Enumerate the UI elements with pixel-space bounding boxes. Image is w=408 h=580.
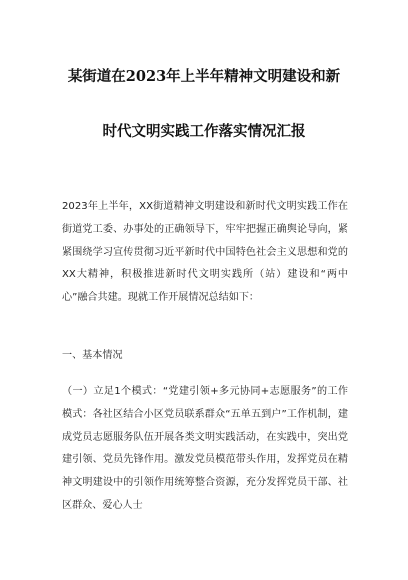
- document-title-line-1: 某街道在2023年上半年精神文明建设和新: [67, 68, 341, 85]
- intro-paragraph: 2023年上半年，XX街道精神文明建设和新时代文明实践工作在街道党工委、办事处的正确领导下，牢牢把握正确舆论导向，紧紧围绕学习宣传贯彻习近平新时代中国特色社会主义思想和党的XX大精神，积极推进新时代文明实践所（站）建设和“两中心”融合共建。现就工作开展情况总结如下：: [62, 201, 348, 304]
- document-title-line-2: 时代文明实践工作落实情况汇报: [102, 123, 306, 140]
- section-paragraph: （一）立足1个模式：“党建引领+多元协同+志愿服务”的工作模式：各社区结合小区党员联系群众“五单五到户”工作机制，建成党员志愿服务队伍开展各类文明实践活动，在实践中，突出党建引领、党员先锋作用。激发党员模范带头作用，发挥党员在精神文明建设中的引领作用统筹整合资源，充分发挥党员干部、社区群众、爱心人士: [62, 386, 348, 511]
- section-heading: 一、基本情况: [62, 350, 123, 361]
